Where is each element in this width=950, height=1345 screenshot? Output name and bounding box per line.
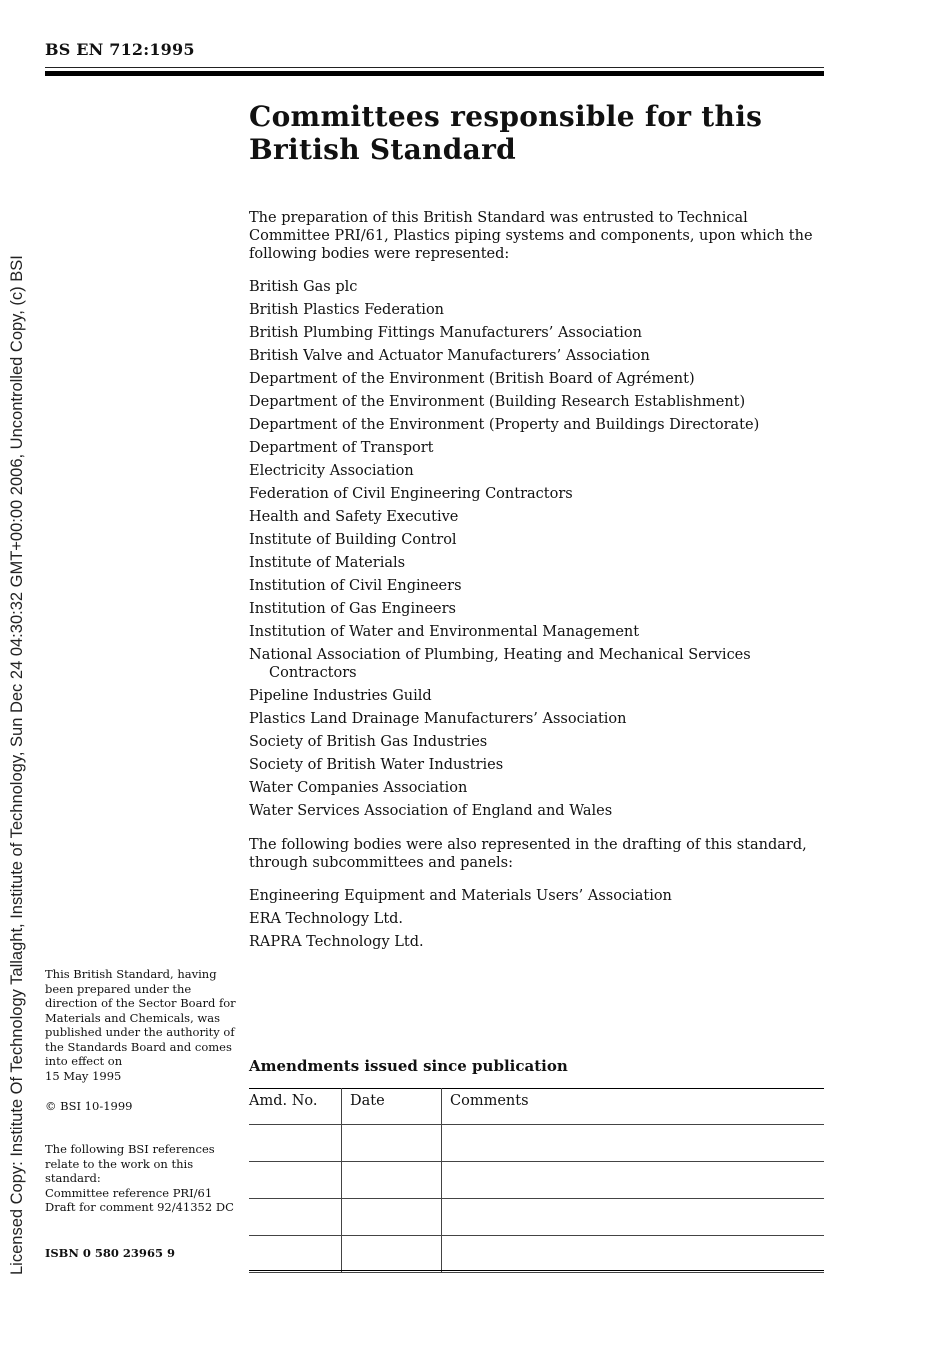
- table-cell: [249, 1162, 342, 1199]
- column-header-amd-no: Amd. No.: [249, 1089, 342, 1125]
- table-cell: [342, 1162, 442, 1199]
- table-cell: [249, 1125, 342, 1162]
- list-item: Department of Transport: [249, 440, 434, 456]
- header-rule-thick: [45, 71, 824, 76]
- column-header-comments: Comments: [442, 1089, 825, 1125]
- copyright-note: [45, 1099, 245, 1114]
- list-item: Institute of Materials: [249, 555, 406, 571]
- publication-note-text: This British Standard, having been prepared under the direction of the Sector Board for Materials and Chemicals, was published under the authority of the Standards Board and comes into effect on: [45, 967, 236, 1068]
- table-row: [249, 1236, 824, 1273]
- intro-paragraph: The preparation of this British Standard was entrusted to Technical Committee PRI/61, Plastics piping systems and components, upon which the following bodies were represented:: [249, 210, 813, 262]
- table-cell: [442, 1125, 825, 1162]
- side-watermark: Licensed Copy: Institute Of Technology Tallaght, Institute of Technology, Sun Dec 24 04:30:32 GMT+00:00 2006, Uncontrolled Copy, (c) BSI: [8, 255, 26, 1275]
- list-item: Institution of Water and Environmental Management: [249, 624, 640, 640]
- table-cell: [249, 1199, 342, 1236]
- isbn: ISBN 0 580 23965 9: [45, 1246, 175, 1260]
- page-title: Committees responsible for this British Standard: [249, 100, 763, 166]
- list-item: Society of British Water Industries: [249, 757, 504, 773]
- list-item: Department of the Environment (Property and Buildings Directorate): [249, 417, 760, 433]
- bodies-list: [249, 278, 824, 820]
- list-item: Society of British Gas Industries: [249, 734, 488, 750]
- table-header-row: [249, 1089, 824, 1125]
- list-item: Institute of Building Control: [249, 532, 457, 548]
- table-cell: [442, 1199, 825, 1236]
- list-item: Electricity Association: [249, 463, 414, 479]
- list-item: Institution of Gas Engineers: [249, 601, 456, 617]
- bsi-references: [45, 1142, 245, 1215]
- list-item: Federation of Civil Engineering Contractors: [249, 486, 573, 502]
- list-item: Water Companies Association: [249, 780, 468, 796]
- list-item: British Gas plc: [249, 279, 358, 295]
- publication-note: [45, 967, 245, 1083]
- copyright-text: © BSI 10-1999: [45, 1099, 133, 1113]
- table-row: [249, 1199, 824, 1236]
- header-rule-thin: [45, 67, 824, 68]
- list-item: RAPRA Technology Ltd.: [249, 934, 424, 950]
- table-cell: [342, 1125, 442, 1162]
- list-item: British Valve and Actuator Manufacturers’ Association: [249, 348, 650, 364]
- list-item: Health and Safety Executive: [249, 509, 459, 525]
- list-item: Engineering Equipment and Materials Users’ Association: [249, 888, 672, 904]
- document-id: BS EN 712:1995: [45, 40, 195, 59]
- column-header-date: Date: [342, 1089, 442, 1125]
- also-bodies-list: [249, 887, 824, 951]
- list-item: Department of the Environment (British Board of Agrément): [249, 371, 695, 387]
- table-cell: [442, 1236, 825, 1273]
- main-content: [249, 209, 824, 967]
- list-item: Water Services Association of England and Wales: [249, 803, 613, 819]
- references-intro: The following BSI references relate to the work on this standard:: [45, 1142, 215, 1185]
- list-item: Pipeline Industries Guild: [249, 688, 432, 704]
- table-cell: [442, 1162, 825, 1199]
- list-item: Plastics Land Drainage Manufacturers’ Association: [249, 711, 627, 727]
- table-cell: [249, 1236, 342, 1273]
- table-row: [249, 1162, 824, 1199]
- list-item: British Plumbing Fittings Manufacturers’ Association: [249, 325, 642, 341]
- amendments-table: [249, 1088, 824, 1273]
- list-item: British Plastics Federation: [249, 302, 445, 318]
- list-item: Institution of Civil Engineers: [249, 578, 462, 594]
- table-row: [249, 1125, 824, 1162]
- list-item: ERA Technology Ltd.: [249, 911, 404, 927]
- committee-reference: Committee reference PRI/61: [45, 1185, 213, 1200]
- effective-date: 15 May 1995: [45, 1068, 122, 1083]
- also-represented-paragraph: The following bodies were also represented in the drafting of this standard, through subcommittees and panels:: [249, 837, 807, 871]
- footer-rule: [249, 1270, 824, 1271]
- list-item: Department of the Environment (Building Research Establishment): [249, 394, 746, 410]
- amendments-heading: Amendments issued since publication: [249, 1057, 568, 1075]
- table-cell: [342, 1236, 442, 1273]
- list-item: National Association of Plumbing, Heating and Mechanical Services Contractors: [249, 647, 751, 681]
- table-cell: [342, 1199, 442, 1236]
- draft-reference: Draft for comment 92/41352 DC: [45, 1200, 234, 1214]
